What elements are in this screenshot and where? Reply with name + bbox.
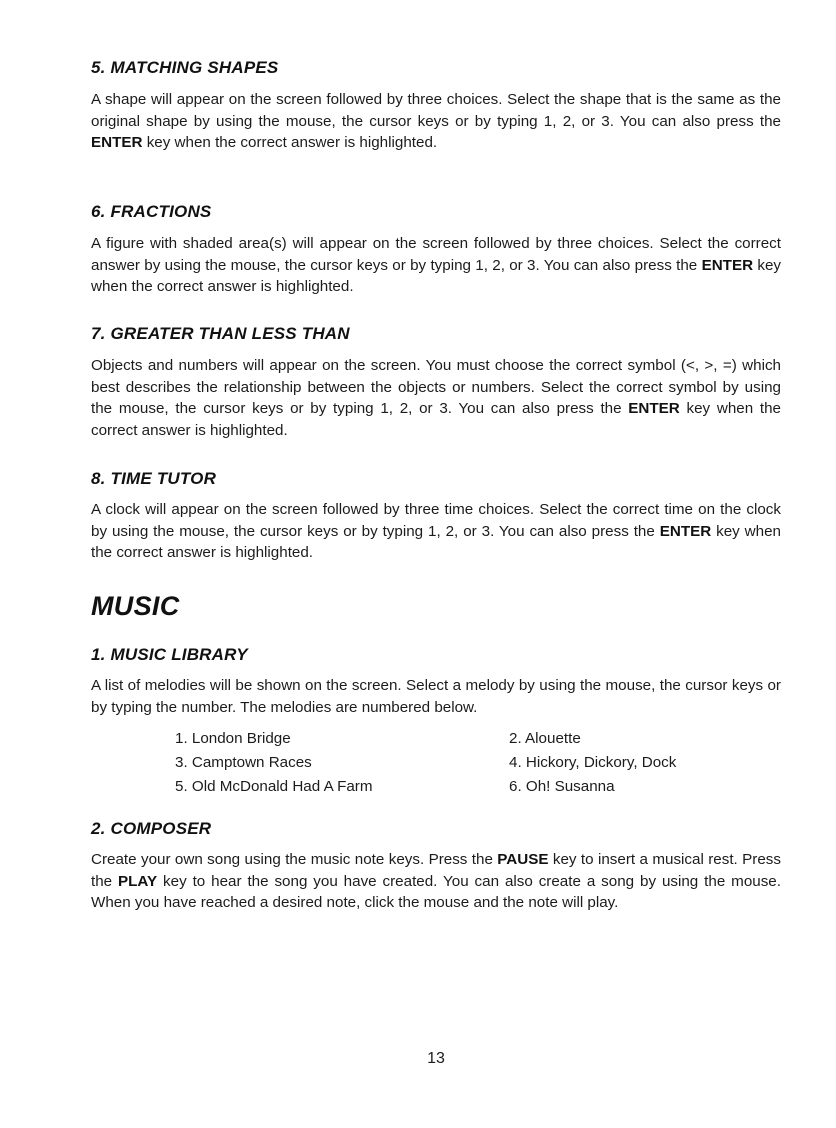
text-part: key when the correct answer is highlighted. <box>91 256 781 296</box>
page-number: 13 <box>427 1050 445 1067</box>
key-name: PAUSE <box>497 851 549 868</box>
text-part: A clock will appear on the screen followed by three time choices. Select the correct time on the clock by using the mouse, the cursor keys or by typing 1, 2, or 3. You can also press the <box>91 501 781 540</box>
section-text <box>91 849 781 914</box>
text-part: A shape will appear on the screen followed by three choices. Select the shape that is the same as the original shape by using the mouse, the cursor keys or by typing 1, 2, or 3. You can also press the <box>91 91 781 130</box>
list-item: 1. London Bridge <box>175 730 291 747</box>
section-matching-shapes <box>91 58 781 154</box>
list-item: 6. Oh! Susanna <box>509 778 615 795</box>
text-part: key to insert a musical rest. Press the <box>91 851 781 890</box>
text-part: Create your own song using the music note keys. Press the <box>91 851 498 868</box>
chapter-heading: MUSIC <box>91 591 180 621</box>
text-part: key when the correct answer is highlighted. <box>142 134 438 152</box>
section-composer <box>91 819 781 914</box>
list-item: 4. Hickory, Dickory, Dock <box>509 754 677 771</box>
text-part: key when the correct answer is highlighted. <box>91 400 781 439</box>
section-heading: 5. MATCHING SHAPES <box>91 58 279 77</box>
key-name: PLAY <box>118 872 158 890</box>
section-text <box>91 233 781 298</box>
section-fractions <box>91 202 781 298</box>
section-text <box>91 355 781 441</box>
section-heading: 2. COMPOSER <box>91 819 212 838</box>
key-name: ENTER <box>628 400 680 418</box>
key-name: ENTER <box>701 256 754 274</box>
section-text <box>91 499 781 564</box>
list-item: 3. Camptown Races <box>175 754 312 771</box>
section-heading: 1. MUSIC LIBRARY <box>91 645 248 664</box>
section-text <box>91 89 781 154</box>
section-text: A list of melodies will be shown on the screen. Select a melody by using the mouse, the cursor keys or by typing the number. The melodies are numbered below. <box>91 677 781 716</box>
list-item: 5. Old McDonald Had A Farm <box>175 778 373 795</box>
section-music-library <box>91 645 781 718</box>
section-greater-than-less-than <box>91 324 781 441</box>
manual-page <box>91 0 781 1128</box>
text-part: key when the correct answer is highlighted. <box>91 522 781 562</box>
section-heading: 7. GREATER THAN LESS THAN <box>91 324 350 343</box>
section-time-tutor <box>91 469 781 564</box>
section-heading: 8. TIME TUTOR <box>91 469 217 488</box>
text-part: Objects and numbers will appear on the screen. You must choose the correct symbol (<, >, =) which best describes the relationship between the objects or numbers. Select the correct symbol by using the mouse, the cursor keys or by typing 1, 2, or 3. You can also press the <box>91 357 781 418</box>
list-item: 2. Alouette <box>509 730 581 747</box>
key-name: ENTER <box>91 134 143 152</box>
section-heading: 6. FRACTIONS <box>91 202 212 221</box>
text-part: key to hear the song you have created. You can also create a song by using the mouse. When you have reached a desired note, click the mouse and the note will play. <box>91 872 781 912</box>
key-name: ENTER <box>659 522 712 540</box>
text-part: A figure with shaded area(s) will appear on the screen followed by three choices. Select the correct answer by using the mouse, the cursor keys or by typing 1, 2, or 3. You can also press the <box>91 235 781 274</box>
